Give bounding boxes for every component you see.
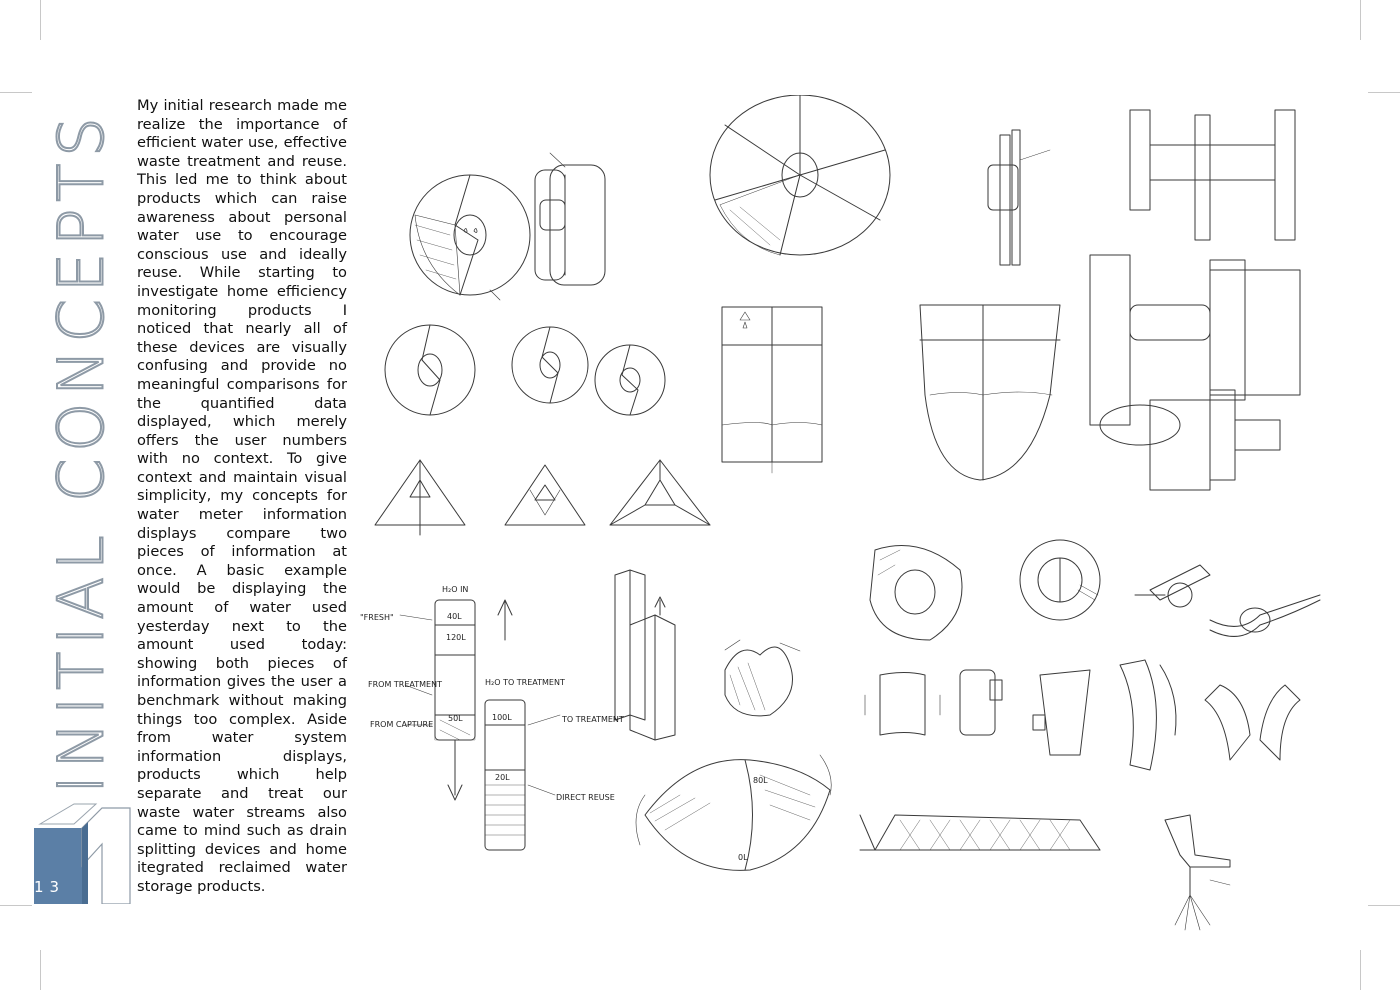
label-h2o-to-treatment: H₂O TO TREATMENT xyxy=(485,678,565,687)
sketch-lens-display xyxy=(636,755,831,870)
sketch-filter-panel xyxy=(860,815,1100,850)
sketch-circle-variants xyxy=(385,325,665,415)
body-paragraph: My initial research made me realize the importance of efficient water use, effective waste treatment and reuse. This led me to think about products which can raise awareness about personal water use to encourage conscious use and ideally reuse. While starting to investigate home efficiency monitoring products I noticed that nearly all of these devices are visually confusing and provide no meaningful comparisons for the quantified data displayed, which merely offers the user numbers with no context. To give context and maintain visual simplicity, my concepts for water meter information displays compare two pieces of information at once. A basic example would be displaying the amount of water used yesterday next to the amount used today: showing both pieces of information gives the user a benchmark without making things too complex. Aside from water system information displays, products which help separate and treat our waste water streams also came to mind such as drain splitting devices and home itegrated reclaimed water storage products. xyxy=(137,97,347,895)
label-120l: 120L xyxy=(446,633,466,642)
label-from-capture: FROM CAPTURE xyxy=(370,720,434,729)
sketch-3d-tanks xyxy=(615,570,675,740)
sketch-stacked-discs-side xyxy=(535,153,605,285)
label-80l: 80L xyxy=(753,776,768,785)
label-fresh: "FRESH" xyxy=(360,613,394,622)
sketch-fan-display xyxy=(725,640,800,716)
label-0l: 0L xyxy=(738,853,748,862)
page-title-vertical xyxy=(44,92,118,812)
sketch-vase-display xyxy=(920,305,1060,480)
sketch-triangle-variants xyxy=(375,460,710,535)
label-50l: 50L xyxy=(448,714,463,723)
sketch-panels-side xyxy=(988,130,1050,265)
label-100l: 100L xyxy=(492,713,512,722)
label-direct-reuse: DIRECT REUSE xyxy=(556,793,615,802)
label-from-treatment: FROM TREATMENT xyxy=(368,680,442,689)
trim-mark-bottom-right xyxy=(1360,950,1361,990)
sketch-tap-drain-splitter xyxy=(1165,815,1230,930)
trim-mark-top-left xyxy=(40,0,41,40)
sketch-cross-panels-2 xyxy=(1090,255,1300,490)
label-40l: 40L xyxy=(447,612,462,621)
sketch-rotating-panel-wheel xyxy=(710,95,890,255)
concept-sketches xyxy=(360,95,1400,955)
trim-mark-left-top xyxy=(0,92,32,93)
trim-mark-right-top xyxy=(1368,92,1400,93)
sketch-cross-panels xyxy=(1130,110,1295,240)
trim-mark-bottom-left xyxy=(40,950,41,990)
page-number: 13 xyxy=(34,878,66,896)
trim-mark-left-bottom xyxy=(0,905,32,906)
page-title: INITIAL CONCEPTS xyxy=(44,110,118,794)
sketch-curved-panels xyxy=(865,660,1300,770)
label-h2o-in: H₂O IN xyxy=(442,585,469,594)
label-to-treatment: TO TREATMENT xyxy=(562,715,624,724)
sketch-split-circle-meter xyxy=(410,175,530,300)
label-20l: 20L xyxy=(495,773,510,782)
trim-mark-top-right xyxy=(1360,0,1361,40)
sketch-rounded-displays xyxy=(870,540,1320,640)
sketch-tank-bar-graph-display xyxy=(722,307,822,473)
